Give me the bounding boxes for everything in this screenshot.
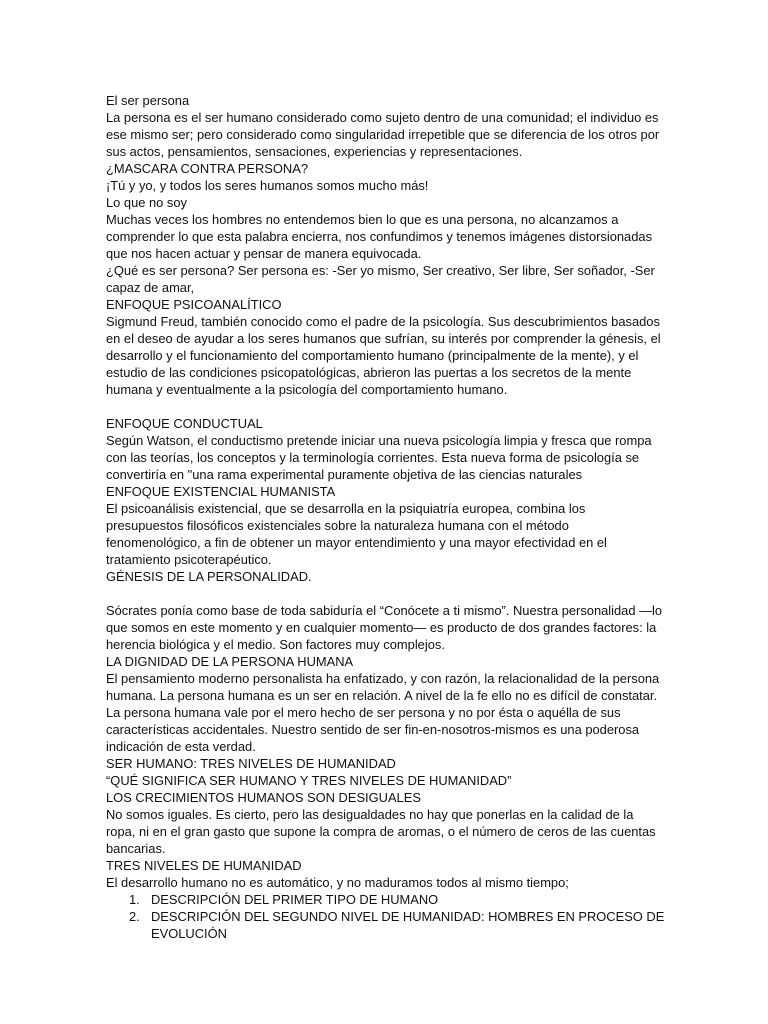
crecimientos-paragraph: No somos iguales. Es cierto, pero las desigualdades no hay que ponerlas en la calidad de la ropa, ni en el gran gasto que supone la compra de aromas, o el número de ceros de las cuentas bancarias.: [106, 807, 656, 856]
conductual-heading: ENFOQUE CONDUCTUAL: [106, 416, 263, 431]
que-es-paragraph: ¿Qué es ser persona? Ser persona es: -Ser yo mismo, Ser creativo, Ser libre, Ser soñador, -Ser capaz de amar,: [106, 263, 655, 295]
paragraph-gap: [106, 398, 666, 415]
mascara-line: ¡Tú y yo, y todos los seres humanos somos mucho más!: [106, 178, 429, 193]
existencial-heading: ENFOQUE EXISTENCIAL HUMANISTA: [106, 484, 336, 499]
genesis-heading: GÉNESIS DE LA PERSONALIDAD.: [106, 569, 312, 584]
list-item-number: 1.: [129, 892, 140, 907]
list-item-number: 2.: [129, 909, 140, 924]
muchas-veces-paragraph: Muchas veces los hombres no entendemos bien lo que es una persona, no alcanzamos a comprender lo que esta palabra encierra, nos confundimos y tenemos imágenes distorsionadas que nos hacen actuar y pensar de manera equivocada.: [106, 212, 653, 261]
dignidad-paragraph-1: El pensamiento moderno personalista ha enfatizado, y con razón, la relacionalidad de la persona humana. La persona humana es un ser en relación. A nivel de la fe ello no es difícil de constatar.: [106, 671, 660, 703]
lo-que-no-soy-heading: Lo que no soy: [106, 195, 187, 210]
document-title: El ser persona: [106, 93, 190, 108]
intro-paragraph: La persona es el ser humano considerado como sujeto dentro de una comunidad; el individuo es ese mismo ser; pero considerado como singularidad irrepetible que se diferencia de los otros por sus actos, pensamientos, sensaciones, experiencias y representaciones.: [106, 110, 660, 159]
mascara-heading: ¿MASCARA CONTRA PERSONA?: [106, 161, 308, 176]
existencial-paragraph: El psicoanálisis existencial, que se desarrolla en la psiquiatría europea, combina los presupuestos filosóficos existenciales sobre la naturaleza humana con el método fenomenológico, a fin de obtener un mayor entendimiento y una mayor efectividad en el tratamiento psicoterapéutico.: [106, 501, 607, 567]
list-item: [106, 891, 666, 908]
numbered-list: [106, 891, 666, 942]
psicoanalitico-paragraph: Sigmund Freud, también conocido como el padre de la psicología. Sus descubrimientos basados en el deseo de ayudar a los seres humanos que sufrían, su interés por comprender la génesis, el desarrollo y el funcionamiento del comportamiento humano (principalmente de la mente), y el estudio de las condiciones psicopatológicas, abrieron las puertas a los secretos de la mente humana y eventualmente a la psicología del comportamiento humano.: [106, 314, 661, 397]
document-page: [106, 92, 666, 942]
desarrollo-paragraph: El desarrollo humano no es automático, y no maduramos todos al mismo tiempo;: [106, 875, 569, 890]
paragraph-gap: [106, 585, 666, 602]
que-significa-heading: “QUÉ SIGNIFICA SER HUMANO Y TRES NIVELES DE HUMANIDAD”: [106, 773, 512, 788]
list-item-text: DESCRIPCIÓN DEL SEGUNDO NIVEL DE HUMANIDAD: HOMBRES EN PROCESO DE EVOLUCIÓN: [151, 909, 665, 941]
crecimientos-heading: LOS CRECIMIENTOS HUMANOS SON DESIGUALES: [106, 790, 421, 805]
psicoanalitico-heading: ENFOQUE PSICOANALÍTICO: [106, 297, 282, 312]
ser-humano-heading: SER HUMANO: TRES NIVELES DE HUMANIDAD: [106, 756, 396, 771]
dignidad-paragraph-2: La persona humana vale por el mero hecho de ser persona y no por ésta o aquélla de sus características accidentales. Nuestro sentido de ser fin-en-nosotros-mismos es una poderosa indicación de esta verdad.: [106, 705, 640, 754]
tres-niveles-heading: TRES NIVELES DE HUMANIDAD: [106, 858, 302, 873]
dignidad-heading: LA DIGNIDAD DE LA PERSONA HUMANA: [106, 654, 354, 669]
conductual-paragraph: Según Watson, el conductismo pretende iniciar una nueva psicología limpia y fresca que rompa con las teorías, los conceptos y la terminología corrientes. Esta nueva forma de psicología se convertiría en "una rama experimental puramente objetiva de las ciencias naturales: [106, 433, 652, 482]
socrates-paragraph: Sócrates ponía como base de toda sabiduría el “Conócete a ti mismo”. Nuestra personalidad —lo que somos en este momento y en cualquier momento— es producto de dos grandes factores: la herencia biológica y el medio. Son factores muy complejos.: [106, 603, 663, 652]
list-item-text: DESCRIPCIÓN DEL PRIMER TIPO DE HUMANO: [151, 892, 439, 907]
list-item: [106, 908, 666, 942]
